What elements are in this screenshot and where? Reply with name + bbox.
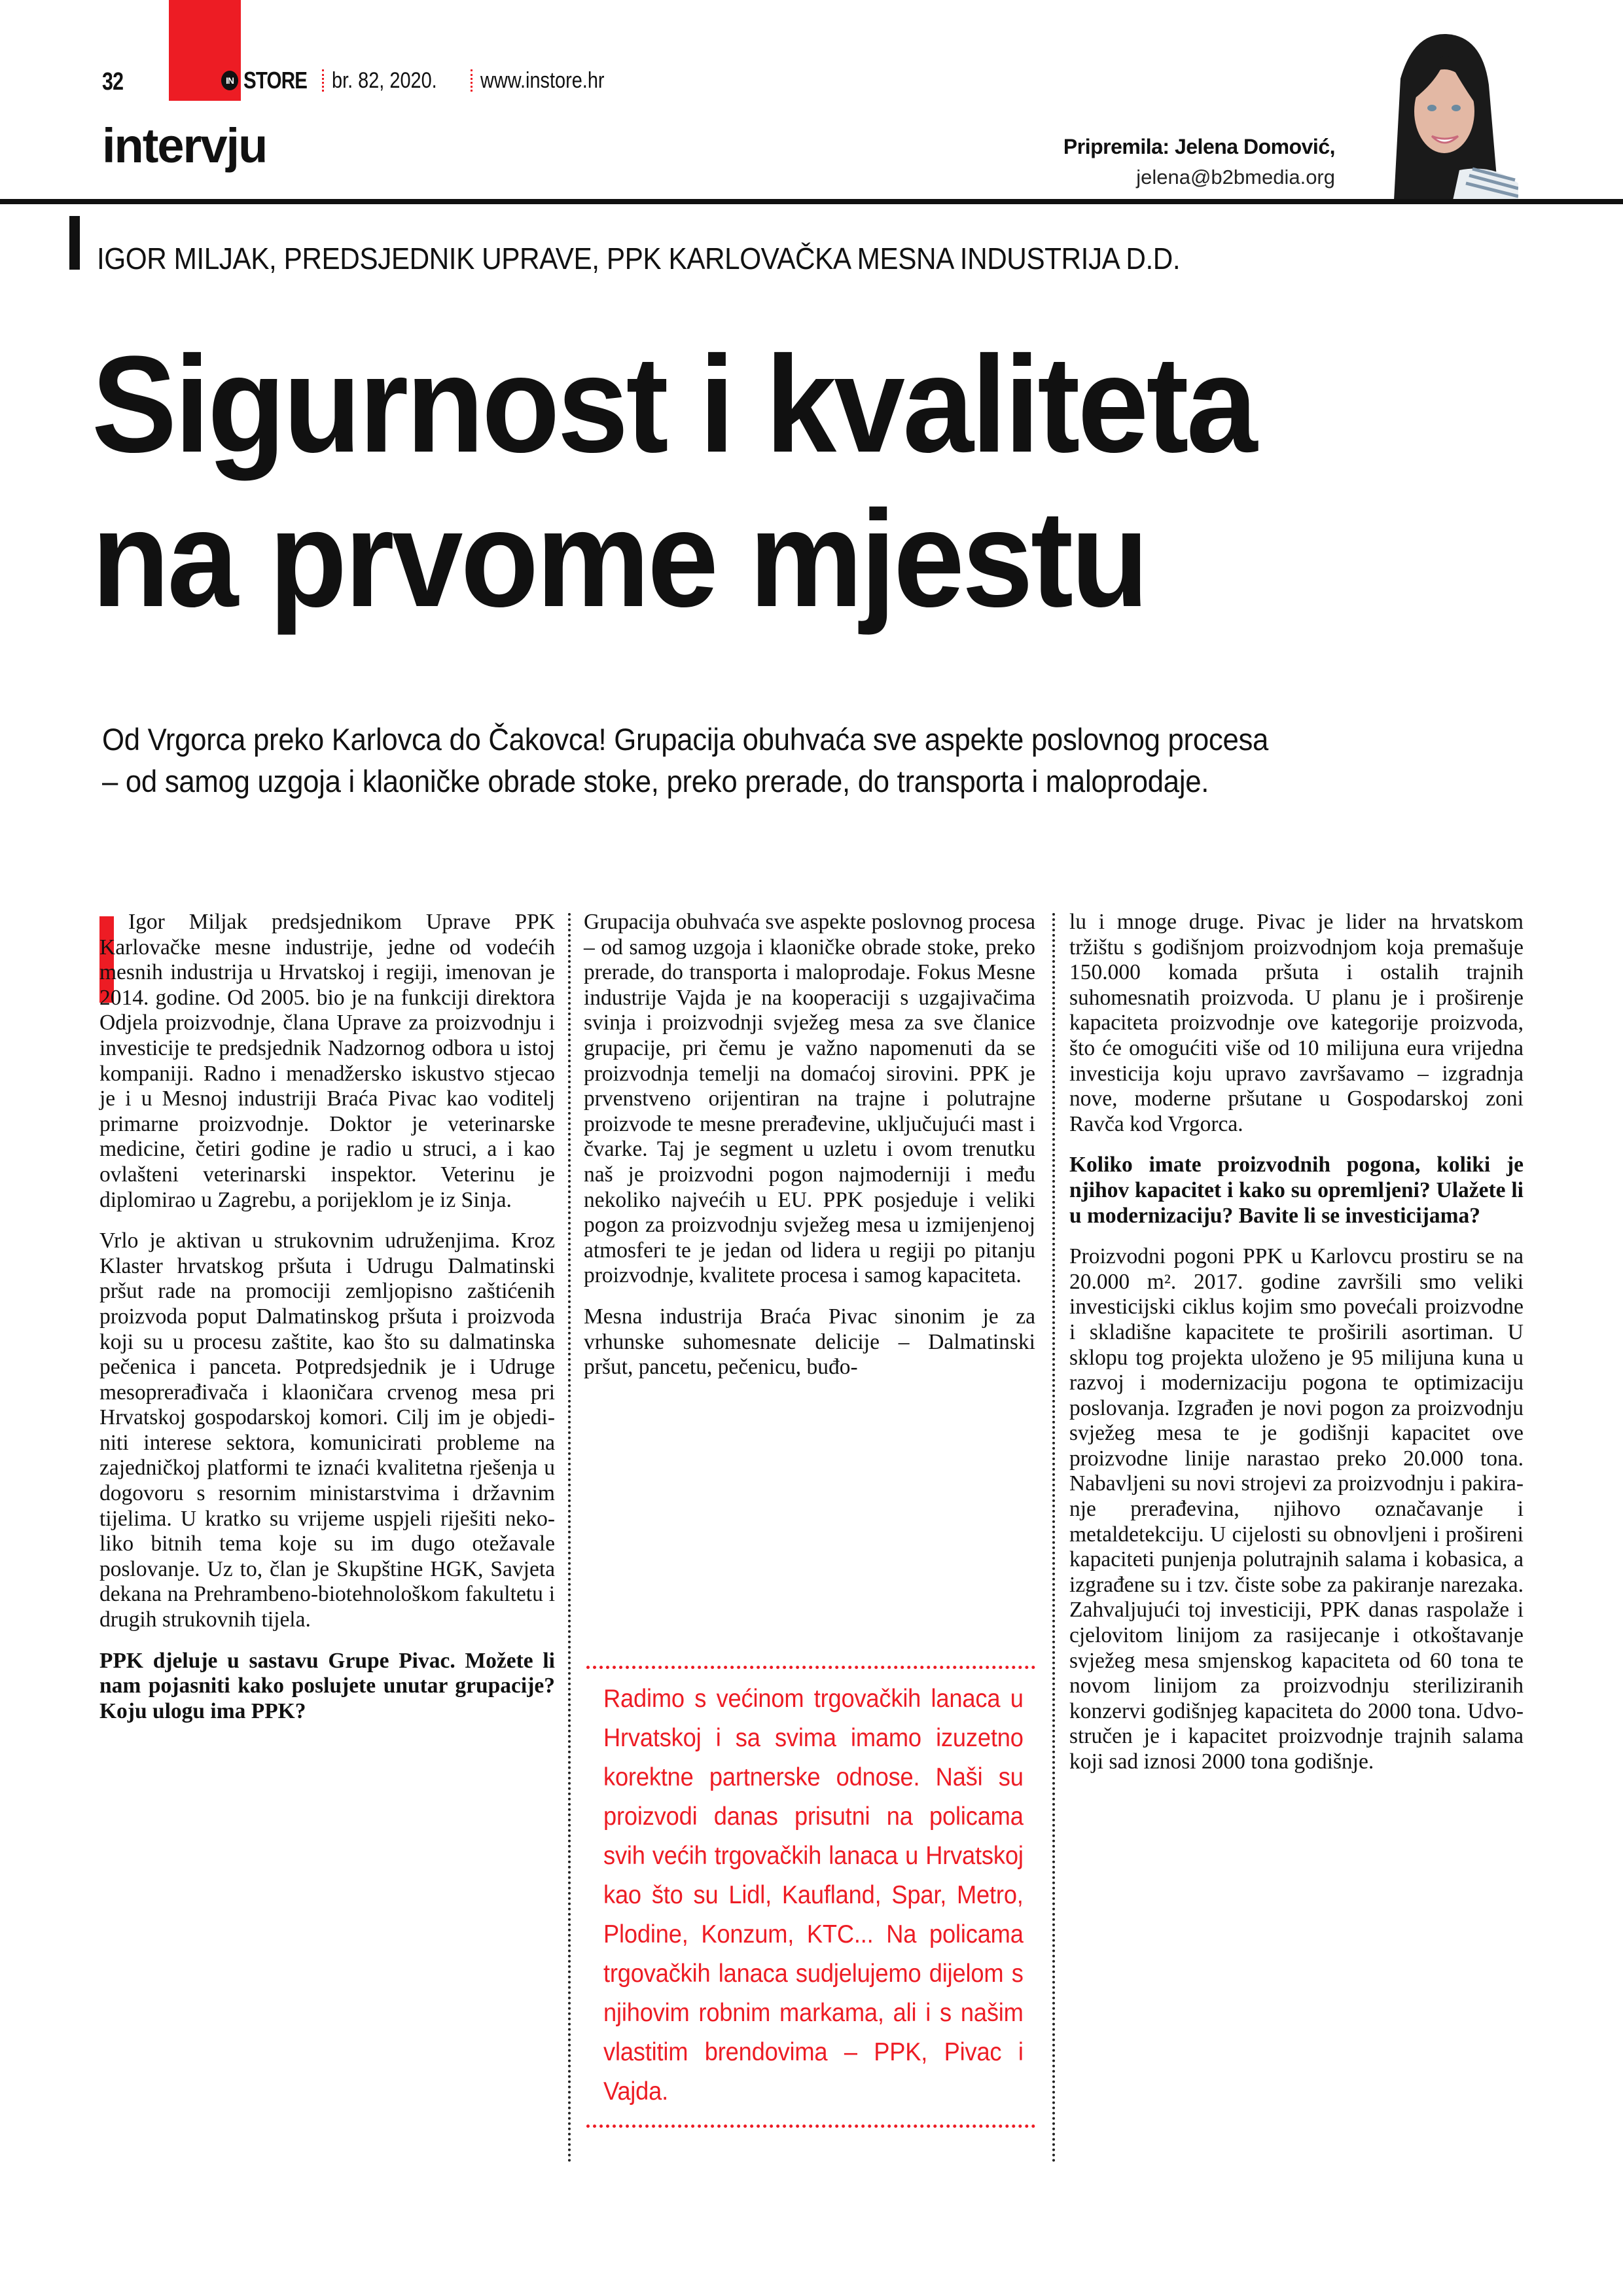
intro-text: Igor Miljak predsjednikom Uprave PPK Karlovačke mesne industrije, jedne od vodećih mesnih industrija u Hrvatskoj i regiji, imenovan je 2014. godine. Od 2005. bio je na funkciji direktora Odjela proizvodnje, člana Uprave za proizvodnju i investicije te predsjednik Nadzornog odbora u istoj kompaniji. Radno i menadžersko iskustvo stjecao je i u Mesnoj industriji Braća Pivac kao voditelj primarne proizvodnje. Doktor je veterinarske medicine, četiri godine je radio u struci, a i kao ovlašteni veterinarski inspektor. Veterinu je diplomirao u Zagrebu, a porijeklom je iz Sinja. bbox=[99, 910, 555, 1212]
author-email[interactable]: jelena@b2bmedia.org bbox=[1136, 166, 1335, 188]
answer-paragraph: Grupacija obuhvaća sve aspekte poslovnog procesa – od samog uzgoja i klaoničke obrade stoke, preko prerade, do transporta i maloprodaje. Fokus Mesne industrije Vajda je na kooperaciji s uzgajivačima svinja i proizvodnji svježeg mesa za sve članice grupacije, pri čemu je važno napomenuti da se proizvodnja temelji na domaćoj sirovini. PPK je prvenstveno orijentiran na trajne i polutrajne proizvode te mesne prerađevine, uključujući mast i čvarke. Taj je segment u uzletu i ovom trenutku naš je proizvodni pogon najmoderniji i među nekoliko najvećih u EU. PPK posjeduje i veliki pogon za proizvodnju svježeg mesa u izmijenjenoj atmosferi te je jedan od lidera u regiji po pitanju proizvodnje, kvalitete procesa i samog kapaciteta. bbox=[584, 910, 1035, 1288]
kicker-bar bbox=[69, 216, 80, 270]
author-name: Pripremila: Jelena Domović, bbox=[1063, 135, 1335, 158]
section-label: intervju bbox=[102, 118, 267, 173]
logo-text: STORE bbox=[243, 67, 308, 94]
separator bbox=[322, 69, 324, 92]
column-1 bbox=[99, 910, 555, 1740]
pull-quote bbox=[586, 1666, 1035, 2128]
page-number: 32 bbox=[102, 68, 124, 96]
answer-paragraph: Proizvodni pogoni PPK u Karlovcu prostiru se na 20.000 m². 2017. godine završili smo veliki investicijski ciklus kojim smo povećali proizvodne i skladišne kapacitete te proširili asortiman. U sklopu tog projekta uloženo je 95 milijuna kuna u razvoj i modernizaciju pogona te optimizaciju poslovanja. Izgrađen je novi pogon za proizvodnju svježeg mesa te je godišnji kapacitet ove proizvodne linije narastao preko 20.000 tona. Nabavljeni su novi strojevi za proizvodnju i pakiranje prerađevina, njihovo označavanje i metaldetekciju. U cijelosti su obnovljeni i prošireni kapaciteti punjenja polutrajnih salama i kobasica, a izgrađene su i tzv. čiste sobe za pakiranje narezaka. Zahvaljujući toj investiciji, PPK danas raspolaže i cjelovitom linijom za rasijecanje i otkoštavanje svježeg mesa smjenskog kapaciteta od 60 tona te novom linijom za proizvodnju steriliziranih konzervi godišnjeg kapaciteta do 2000 tona. Udvostručen je i kapacitet proizvodnje trajnih salama koji sad iznosi 2000 tona godišnje. bbox=[1069, 1244, 1524, 1774]
author-byline bbox=[1063, 135, 1335, 189]
interview-question: PPK djeluje u sastavu Grupe Pivac. Možete li nam pojasniti kako poslujete unutar grupacije? Koju ulogu ima PPK? bbox=[99, 1648, 555, 1723]
lead-line-2: – od samog uzgoja i klaoničke obrade stoke, preko prerade, do transporta i maloprodaje. bbox=[102, 764, 1209, 798]
author-photo bbox=[1361, 20, 1518, 200]
headline-line-1: Sigurnost i kvaliteta bbox=[92, 327, 1255, 481]
body-paragraph: Mesna industrija Braća Pivac sinonim je za vrhunske suhomesnate delicije – Dalmatinski pršut, pancetu, pečenicu, buđo- bbox=[584, 1304, 1035, 1380]
headline-line-2: na prvome mjestu bbox=[92, 482, 1147, 636]
headline bbox=[92, 327, 1255, 636]
separator bbox=[471, 69, 473, 92]
body-paragraph: Vrlo je aktivan u strukovnim udruženjima. Kroz Klaster hrvatskog pršuta i Udrugu Dalmatinski pršut rade na promociji zemljopisno zaštićenih proizvoda poput Dalmatinskog pršuta i proizvoda koji su u procesu zaštite, kao što su dalmatinska pečenica i panceta. Potpredsjednik je i Udruge mesoprerađivača i klaoničara crvenog mesa pri Hrvatskoj gospodarskoj komori. Cilj im je objediniti interese sektora, komunicirati probleme na zajedničkoj platformi te iznaći kvalitetna rješenja u dogovoru s resornim ministarstvima i državnim tijelima. U kratko su vrijeme uspjeli riješiti nekoliko bitnih tema koje su im dugo otežavale poslovanje. Uz to, član je Skupštine HGK, Savjeta dekana na Prehrambeno-biotehnološkom fakultetu i drugih strukovnih tijela. bbox=[99, 1229, 555, 1632]
kicker: IGOR MILJAK, PREDSJEDNIK UPRAVE, PPK KARLOVAČKA MESNA INDUSTRIJA D.D. bbox=[97, 242, 1181, 276]
author-portrait-illustration bbox=[1361, 20, 1518, 200]
intro-paragraph bbox=[99, 910, 555, 1213]
column-divider bbox=[1052, 913, 1055, 2163]
masthead bbox=[221, 67, 626, 94]
interview-question: Koliko imate proizvodnih pogona, koliki je njihov kapacitet i kako su opremljeni? Ulažete li u modernizaciju? Bavite li se investicijama? bbox=[1069, 1153, 1524, 1228]
column-2 bbox=[584, 910, 1035, 1396]
lead-paragraph bbox=[102, 719, 1529, 802]
pull-quote-text: Radimo s većinom trgovačkih lanaca u Hrvatskoj i sa svima imamo izuzetno korektne partnerske odnose. Naši su proizvodi danas prisutni na policama svih većih trgovačkih lanaca u Hrvatskoj kao što su Lidl, Kaufland, Spar, Metro, Plodine, Konzum, KTC... Na policama trgovačkih lanaca sudjelujemo dijelom s njihovim robnim markama, ali i s našim vlastitim brendovima – PPK, Pivac i Vajda. bbox=[603, 1685, 1024, 2106]
column-divider bbox=[568, 913, 571, 2163]
body-paragraph: lu i mnoge druge. Pivac je lider na hrvatskom tržištu s godišnjom proizvodnjom koja premašuje 150.000 komada pršuta i ostalih trajnih suhomesnatih proizvoda. U planu je i proširenje kapaciteta proizvodnje ove kategorije proizvoda, što će omogućiti više od 10 milijuna eura vrijedna investicija koju upravo završavamo – izgradnja nove, moderne pršutane u Gospodarskoj zoni Ravča kod Vrgorca. bbox=[1069, 910, 1524, 1136]
website-link[interactable]: www.instore.hr bbox=[480, 67, 605, 93]
column-3 bbox=[1069, 910, 1524, 1791]
instore-logo-icon: IN bbox=[221, 71, 238, 90]
issue-number: br. 82, 2020. bbox=[332, 67, 437, 93]
header-rule bbox=[0, 199, 1623, 204]
lead-line-1: Od Vrgorca preko Karlovca do Čakovca! Grupacija obuhvaća sve aspekte poslovnog procesa bbox=[102, 722, 1269, 757]
